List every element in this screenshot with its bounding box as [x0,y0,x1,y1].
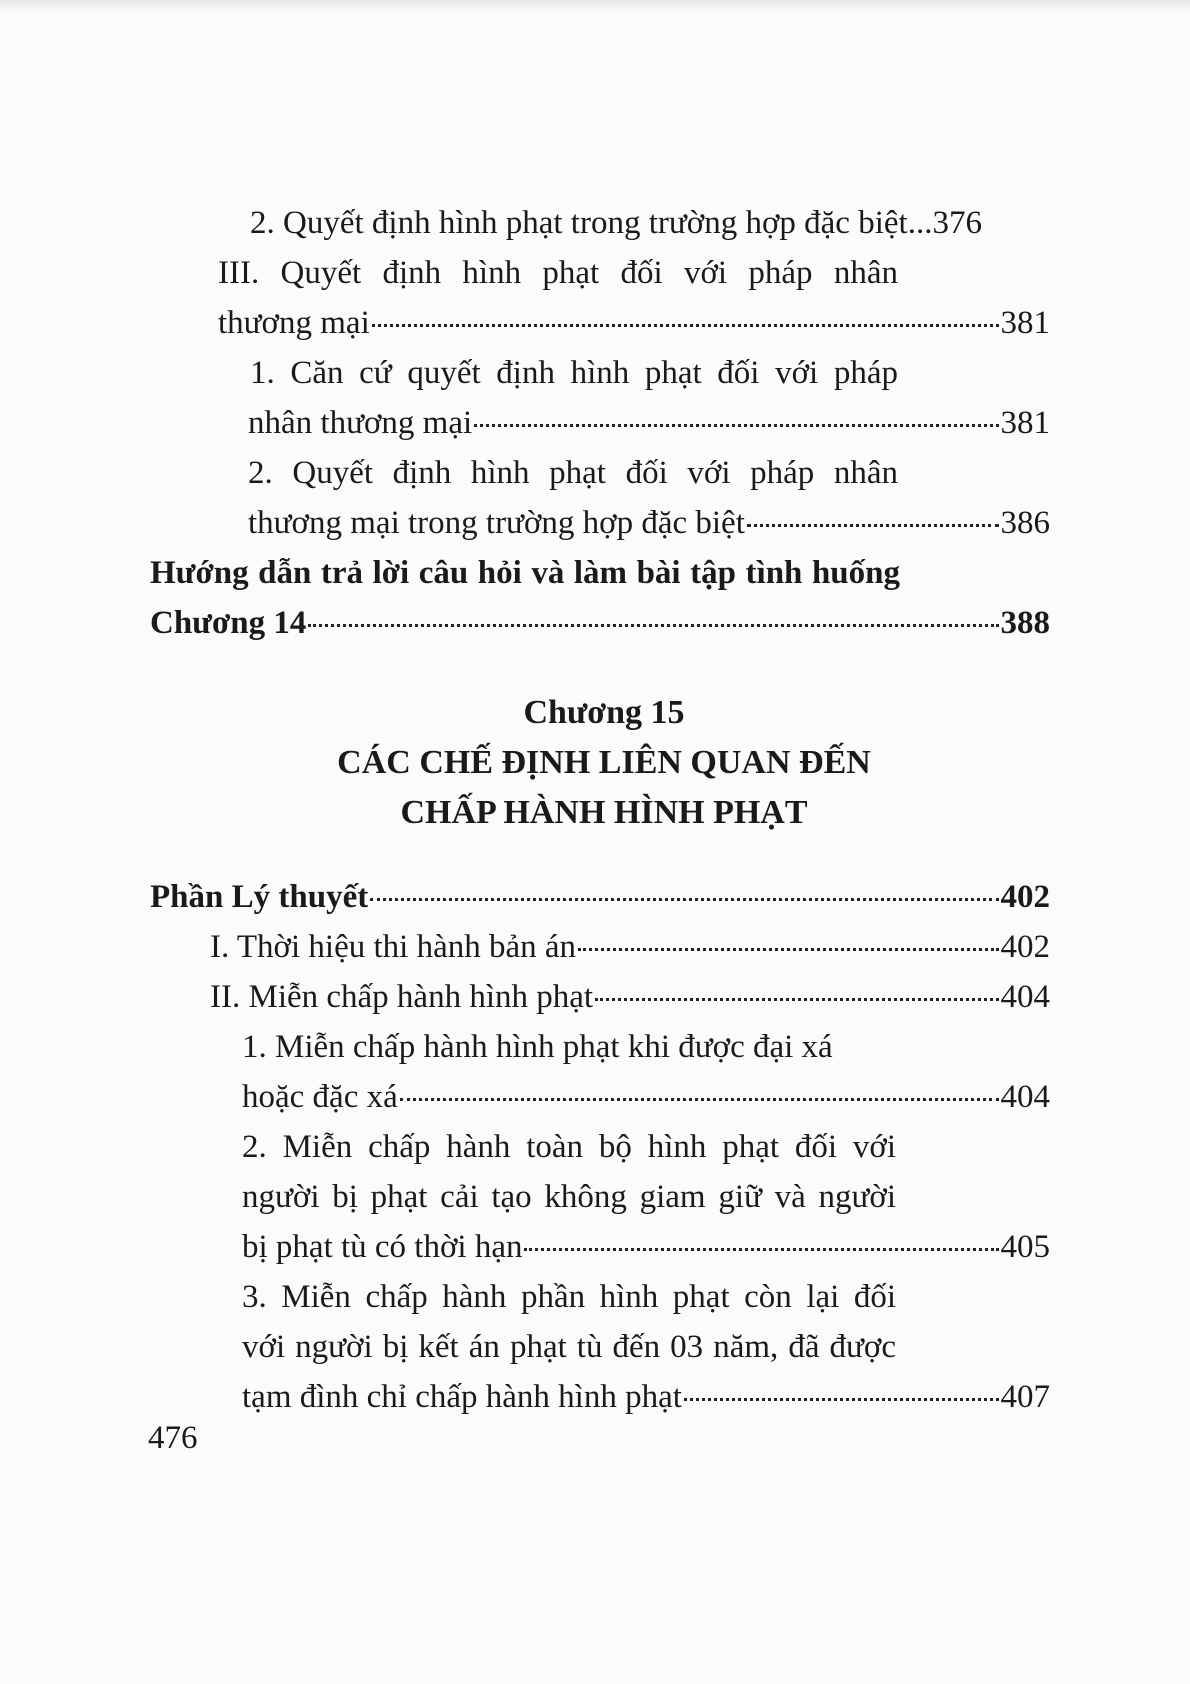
toc-page-number: 388 [1000,605,1050,641]
toc-entry-title: 2. Quyết định hình phạt trong trường hợp đặc biệt [250,205,908,241]
toc-entry-title: II. Miễn chấp hành hình phạt [210,979,594,1015]
toc-entry-title: với người bị kết án phạt tù đến 03 năm, đã được [242,1329,896,1365]
toc-entry-title: Phần Lý thuyết [150,879,369,915]
toc-entry-title: III. Quyết định hình phạt đối với pháp nhân [218,255,898,291]
toc-entry-continuation [158,1372,1050,1422]
toc-entry [150,548,900,598]
toc-entry [158,1022,1050,1072]
toc-entry-title: Chương 14 [150,605,307,641]
chapter-title-line-2: CHẤP HÀNH HÌNH PHẠT [400,794,808,831]
toc-entry [158,348,898,398]
toc-entry-title: tạm đình chỉ chấp hành hình phạt [242,1379,682,1415]
toc-page-number: 386 [1000,505,1050,541]
toc-entry [158,922,1050,972]
dot-leader [308,624,998,627]
toc-entry-title: 1. Căn cứ quyết định hình phạt đối với pháp [250,355,898,391]
toc-page-number: 381 [1000,305,1050,341]
toc-entry-continuation [158,298,1050,348]
toc-entry-title: nhân thương mại [248,405,473,441]
toc-entry-continuation [158,1172,896,1222]
toc-page-number: 381 [1000,405,1050,441]
toc-entry-continuation [150,598,1050,648]
toc-entry-title: hoặc đặc xá [242,1079,398,1115]
toc-entry-title: 2. Miễn chấp hành toàn bộ hình phạt đối với [242,1129,896,1165]
toc-entry-continuation [158,1072,1050,1122]
toc-entry-continuation [158,1322,896,1372]
toc-entry-title: thương mại [218,305,370,341]
toc-page-number: 402 [1000,879,1050,915]
toc-entry-title: bị phạt tù có thời hạn [242,1229,523,1265]
dot-leader [747,524,999,527]
toc-entry [158,248,898,298]
toc-entry-title: Hướng dẫn trả lời câu hỏi và làm bài tập tình huống [150,555,900,591]
toc-entry-continuation [158,398,1050,448]
toc-entry-continuation [158,1222,1050,1272]
toc-page-number: 404 [1000,1079,1050,1115]
dot-leader [595,998,998,1001]
toc-entry-title: 1. Miễn chấp hành hình phạt khi được đại xá [242,1029,833,1065]
toc-page-number: 407 [1000,1379,1050,1415]
toc-page-number: 405 [1000,1229,1050,1265]
dot-leader [400,1098,999,1101]
toc-entry [158,1272,896,1322]
toc-page-number: ...376 [907,205,982,241]
table-of-contents [150,198,1050,1422]
toc-entry [158,972,1050,1022]
dot-leader [524,1248,998,1251]
page-top-edge [0,0,1190,12]
toc-entry [158,1122,896,1172]
chapter-title-line-1: CÁC CHẾ ĐỊNH LIÊN QUAN ĐẾN [337,744,871,781]
dot-leader [372,324,999,327]
toc-entry [158,448,898,498]
toc-entry-continuation [158,498,1050,548]
toc-entry-title: I. Thời hiệu thi hành bản án [210,929,577,965]
toc-page-number: 402 [1000,929,1050,965]
chapter-number: Chương 15 [523,694,685,731]
toc-entry-title: người bị phạt cải tạo không giam giữ và người [242,1179,896,1215]
dot-leader [474,424,998,427]
toc-entry [158,198,1050,248]
chapter-heading [158,688,1050,838]
toc-entry-title: 2. Quyết định hình phạt đối với pháp nhân [248,455,898,491]
toc-entry-title: thương mại trong trường hợp đặc biệt [248,505,745,541]
dot-leader [578,948,998,951]
toc-entry [150,872,1050,922]
dot-leader [684,1398,999,1401]
page-number-footer: 476 [148,1420,198,1456]
dot-leader [370,898,998,901]
toc-page-number: 404 [1000,979,1050,1015]
toc-entry-title: 3. Miễn chấp hành phần hình phạt còn lại đối [242,1279,896,1315]
